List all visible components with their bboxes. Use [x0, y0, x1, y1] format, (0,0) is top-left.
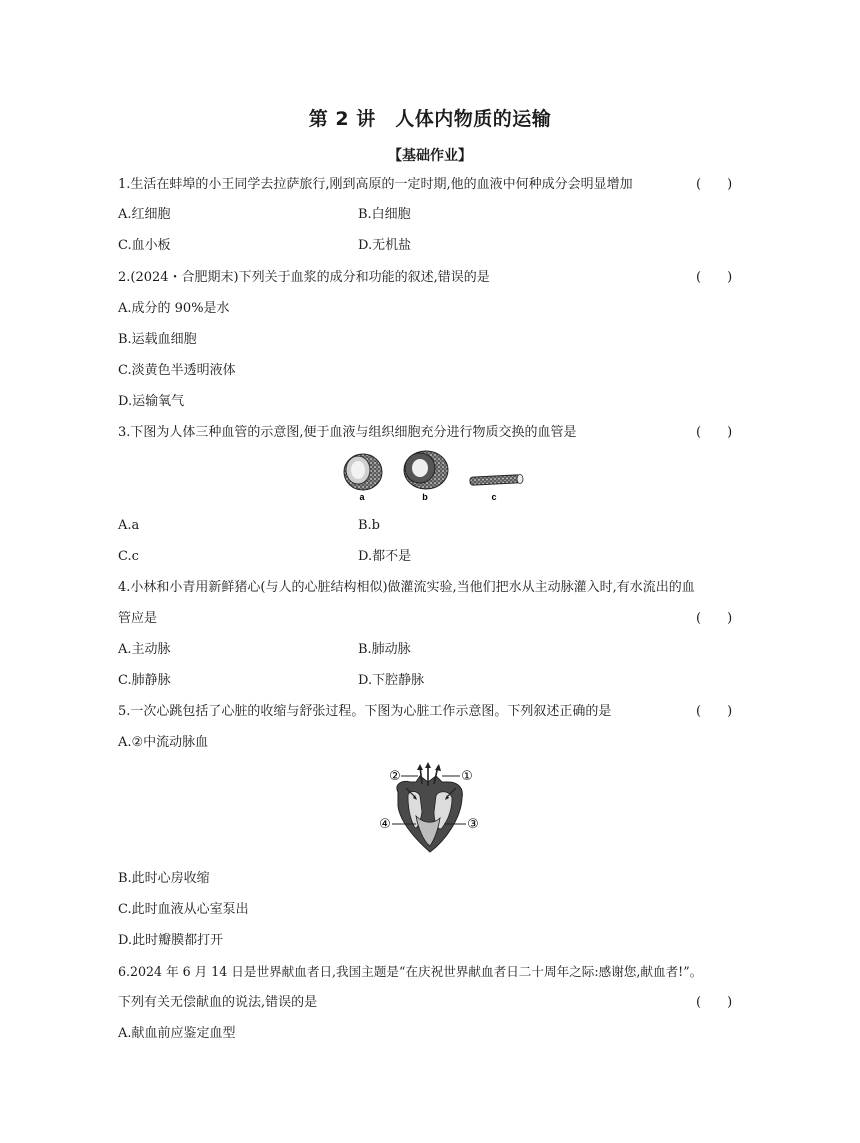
question-5-stem: 5.一次心跳包括了心脏的收缩与舒张过程。下图为心脏工作示意图。下列叙述正确的是 — [118, 704, 612, 719]
vessel-label-a: a — [359, 492, 365, 502]
question-1-option-a[interactable]: A.红细胞 — [118, 207, 171, 222]
heart-label-2: ② — [389, 769, 401, 784]
question-6-option-a[interactable]: A.献血前应鉴定血型 — [118, 1026, 236, 1041]
question-1-option-b[interactable]: B.白细胞 — [358, 207, 411, 222]
question-2-answer-bracket[interactable]: ( ) — [696, 270, 733, 285]
vessel-label-b: b — [422, 492, 428, 502]
question-4-option-b[interactable]: B.肺动脉 — [358, 642, 411, 657]
question-3-option-b[interactable]: B.b — [358, 518, 381, 533]
question-3-stem: 3.下图为人体三种血管的示意图,便于血液与组织细胞充分进行物质交换的血管是 — [118, 425, 577, 440]
question-1-stem: 1.生活在蚌埠的小王同学去拉萨旅行,刚到高原的一定时期,他的血液中何种成分会明显增加 — [118, 177, 633, 192]
section-heading: 【基础作业】 — [388, 148, 472, 164]
question-1-option-c[interactable]: C.血小板 — [118, 238, 171, 253]
heart-label-1: ① — [461, 769, 473, 784]
question-5-answer-bracket[interactable]: ( ) — [696, 704, 733, 719]
question-5-option-d[interactable]: D.此时瓣膜都打开 — [118, 933, 224, 948]
question-4-stem-line-1: 4.小林和小青用新鲜猪心(与人的心脏结构相似)做灌流实验,当他们把水从主动脉灌入时,有水流出的血 — [118, 580, 695, 595]
question-4-stem-line-2: 管应是 — [118, 611, 158, 626]
page-title: 第 2 讲 人体内物质的运输 — [308, 108, 552, 130]
question-1-answer-bracket[interactable]: ( ) — [696, 177, 733, 192]
question-2-option-b[interactable]: B.运载血细胞 — [118, 332, 197, 347]
question-1-option-d[interactable]: D.无机盐 — [358, 238, 412, 253]
vessel-a-image — [344, 454, 382, 490]
question-2-stem: 2.(2024・合肥期末)下列关于血浆的成分和功能的叙述,错误的是 — [118, 270, 490, 285]
question-2-option-c[interactable]: C.淡黄色半透明液体 — [118, 363, 236, 378]
question-3-option-a[interactable]: A.a — [118, 518, 140, 533]
blood-vessels-figure — [330, 450, 530, 504]
heart-label-3: ③ — [467, 817, 479, 832]
question-5-option-c[interactable]: C.此时血液从心室泵出 — [118, 902, 249, 917]
question-5-option-b[interactable]: B.此时心房收缩 — [118, 871, 210, 886]
question-4-answer-bracket[interactable]: ( ) — [696, 611, 733, 626]
question-2-option-a[interactable]: A.成分的 90%是水 — [118, 301, 230, 316]
question-5-option-a[interactable]: A.②中流动脉血 — [118, 735, 209, 750]
question-3-option-d[interactable]: D.都不是 — [358, 549, 412, 564]
question-2-option-d[interactable]: D.运输氧气 — [118, 394, 185, 409]
question-6-stem-line-2: 下列有关无偿献血的说法,错误的是 — [118, 995, 318, 1010]
question-6-stem-line-1: 6.2024 年 6 月 14 日是世界献血者日,我国主题是“在庆祝世界献血者日二十周年之际:感谢您,献血者!”。 — [118, 964, 703, 979]
vessel-b-image — [404, 451, 448, 489]
question-3-answer-bracket[interactable]: ( ) — [696, 425, 733, 440]
question-4-option-c[interactable]: C.肺静脉 — [118, 673, 171, 688]
question-3-option-c[interactable]: C.c — [118, 549, 139, 564]
vessel-c-image — [470, 475, 523, 486]
question-4-option-d[interactable]: D.下腔静脉 — [358, 673, 425, 688]
question-6-answer-bracket[interactable]: ( ) — [696, 995, 733, 1010]
heart-diagram-figure — [376, 762, 486, 858]
question-4-option-a[interactable]: A.主动脉 — [118, 642, 171, 657]
heart-label-4: ④ — [379, 817, 391, 832]
vessel-label-c: c — [491, 492, 497, 502]
